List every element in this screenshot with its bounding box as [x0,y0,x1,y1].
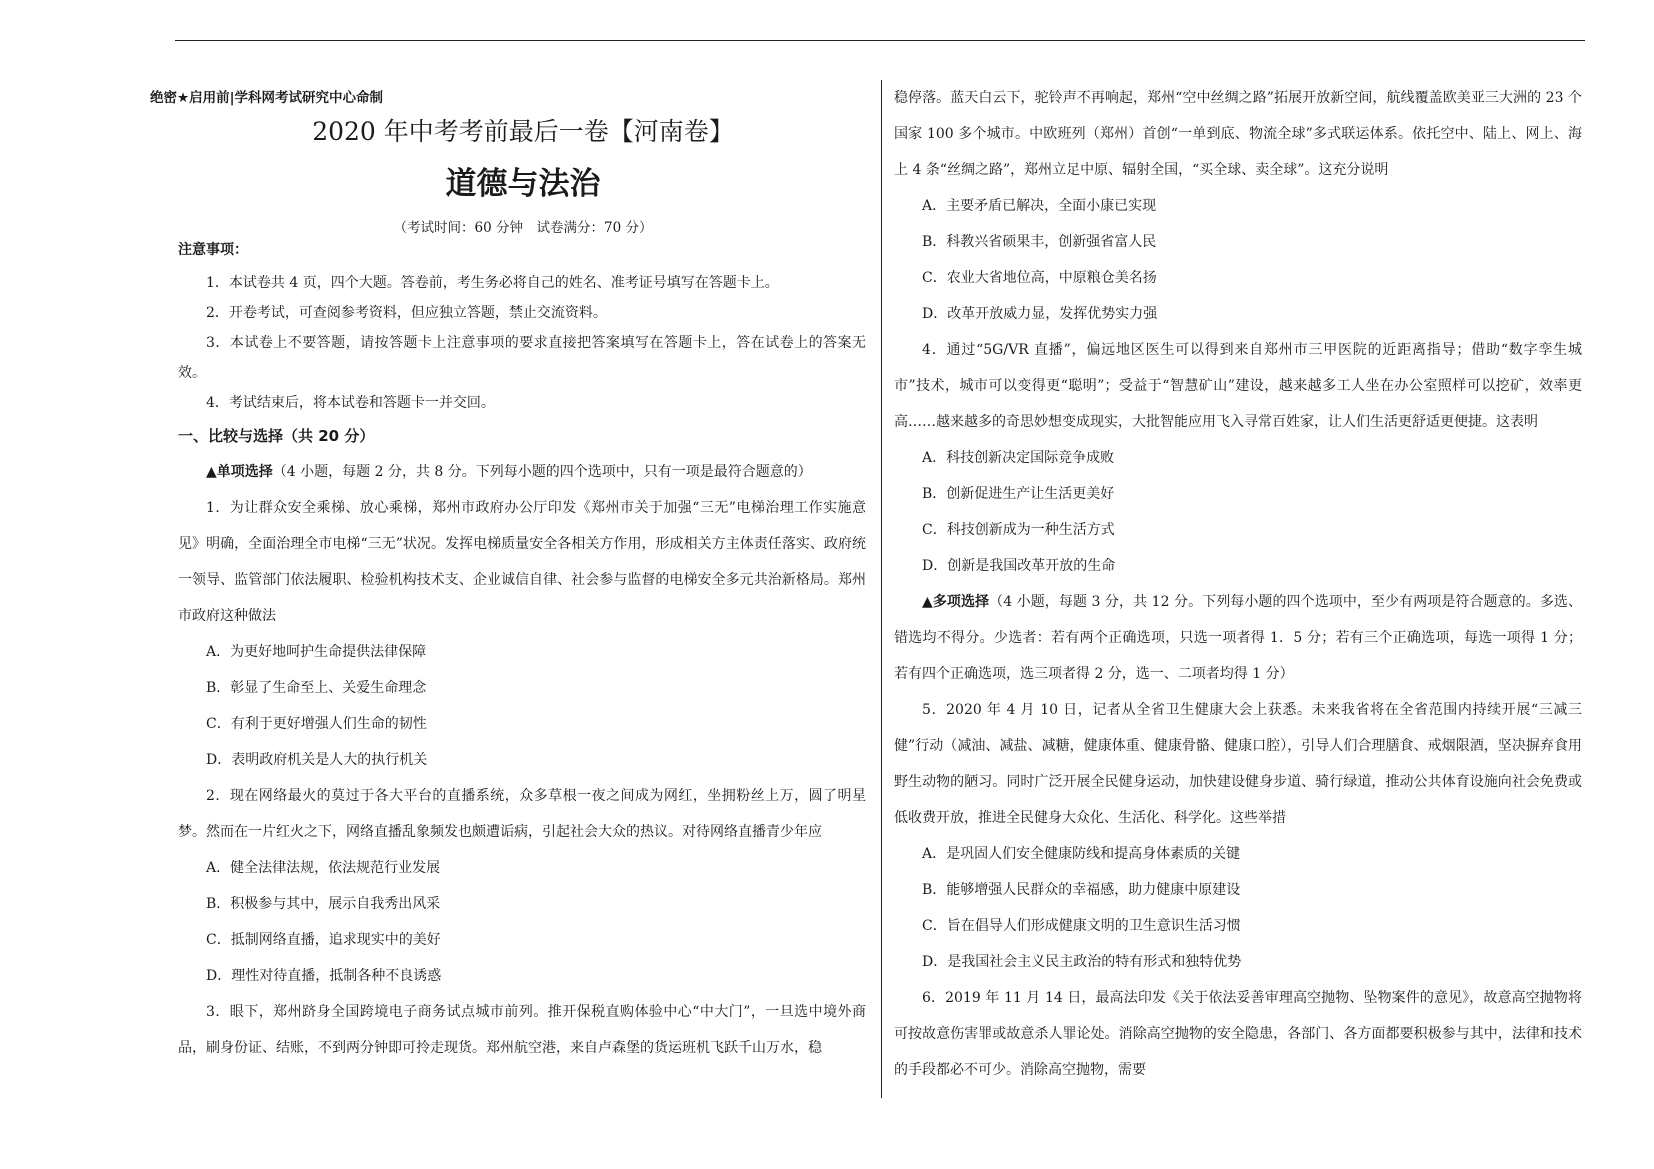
question-2-stem: 2．现在网络最火的莫过于各大平台的直播系统，众多草根一夜之间成为网红，坐拥粉丝上万，圆了明星梦。然而在一片红火之下，网络直播乱象频发也颇遭诟病，引起社会大众的热议。对待网络直播青少年应 [178,788,866,840]
question-5-option-a: A．是巩固人们安全健康防线和提高身体素质的关键 [922,846,1241,862]
question-5-option-d: D．是我国社会主义民主政治的特有形式和独特优势 [922,954,1242,970]
question-4-option-a: A．科技创新决定国际竞争成败 [922,450,1115,466]
single-choice-instructions [178,454,866,490]
section1-heading: 一、比较与选择（共 20 分） [178,427,375,445]
question-3-option-d: D．改革开放威力显，发挥优势实力强 [922,306,1158,322]
question-1-option-d: D．表明政府机关是人大的执行机关 [206,752,428,768]
notice-item-3: 3．本试卷上不要答题，请按答题卡上注意事项的要求直接把答案填写在答题卡上，答在试卷上的答案无效。 [178,335,866,381]
question-1-option-a: A．为更好地呵护生命提供法律保障 [206,644,427,660]
column-divider [881,80,882,1098]
question-1-option-b: B．彰显了生命至上、关爱生命理念 [206,680,427,696]
question-4-option-d: D．创新是我国改革开放的生命 [922,558,1116,574]
multi-choice-label: ▲多项选择 [922,594,990,610]
question-2-option-b: B．积极参与其中，展示自我秀出风采 [206,896,441,912]
question-2-option-c: C．抵制网络直播，追求现实中的美好 [206,932,441,948]
question-6-stem: 6．2019 年 11 月 14 日，最高法印发《关于依法妥善审理高空抛物、坠物案件的意见》，故意高空抛物将可按故意伤害罪或故意杀人罪论处。消除高空抛物的安全隐患，各部门、各方面都要积极参与其中，法律和技术的手段都必不可少。消除高空抛物，需要 [894,990,1582,1078]
question-5-option-c: C．旨在倡导人们形成健康文明的卫生意识生活习惯 [922,918,1241,934]
exam-title: 2020 年中考考前最后一卷【河南卷】 [312,117,734,146]
exam-info: （考试时间：60 分钟 试卷满分：70 分） [393,220,653,236]
question-3-option-c: C．农业大省地位高，中原粮仓美名扬 [922,270,1157,286]
confidential-label: 绝密★启用前|学科网考试研究中心命制 [150,90,384,106]
question-5-stem: 5．2020 年 4 月 10 日，记者从全省卫生健康大会上获悉。未来我省将在全省范围内持续开展“三减三健”行动（减油、减盐、减糖，健康体重、健康骨骼、健康口腔），引导人们合理膳食、戒烟限酒，坚决摒弃食用野生动物的陋习。同时广泛开展全民健身运动，加快建设健身步道、骑行绿道，推动公共体育设施向社会免费或低收费开放，推进全民健身大众化、生活化、科学化。这些举措 [894,702,1582,826]
notice-heading: 注意事项： [178,242,248,258]
top-rule [175,40,1585,41]
right-column [894,80,1582,1088]
notice-item-2: 2．开卷考试，可查阅参考资料，但应独立答题，禁止交流资料。 [206,305,607,321]
question-4-option-b: B．创新促进生产让生活更美好 [922,486,1115,502]
question-3-stem-part2: 稳停落。蓝天白云下，驼铃声不再响起，郑州“空中丝绸之路”拓展开放新空间，航线覆盖欧美亚三大洲的 23 个国家 100 多个城市。中欧班列（郑州）首创“一单到底、物流全球”多式联运体系。依托空中、陆上、网上、海上 4 条“丝绸之路”，郑州立足中原、辐射全国，“买全球、卖全球”。这充分说明 [894,90,1582,178]
subject-title: 道德与法治 [445,166,601,202]
question-2-option-d: D．理性对待直播，抵制各种不良诱惑 [206,968,442,984]
question-5-option-b: B．能够增强人民群众的幸福感，助力健康中原建设 [922,882,1241,898]
question-4-option-c: C．科技创新成为一种生活方式 [922,522,1115,538]
question-3-option-a: A．主要矛盾已解决，全面小康已实现 [922,198,1157,214]
single-choice-desc: （4 小题，每题 2 分，共 8 分。下列每小题的四个选项中，只有一项是最符合题意的） [272,464,812,480]
question-1-stem: 1．为让群众安全乘梯、放心乘梯，郑州市政府办公厅印发《郑州市关于加强“三无”电梯治理工作实施意见》明确，全面治理全市电梯“三无”状况。发挥电梯质量安全各相关方作用，形成相关方主体责任落实、政府统一领导、监管部门依法履职、检验机构技术支、企业诚信自律、社会参与监督的电梯安全多元共治新格局。郑州市政府这种做法 [178,500,866,624]
multi-choice-desc: （4 小题，每题 3 分，共 12 分。下列每小题的四个选项中，至少有两项是符合题意的。多选、错选均不得分。少选者：若有两个正确选项，只选一项者得 1．5 分；若有三个正确选项，每选一项得 1 分；若有四个正确选项，选三项者得 2 分，选一、二项者均得 1 分） [894,594,1582,682]
single-choice-label: ▲单项选择 [206,464,273,480]
question-2-option-a: A．健全法律法规，依法规范行业发展 [206,860,441,876]
question-1-option-c: C．有利于更好增强人们生命的韧性 [206,716,427,732]
notice-item-4: 4．考试结束后，将本试卷和答题卡一并交回。 [206,395,495,411]
question-3-option-b: B．科教兴省硕果丰，创新强省富人民 [922,234,1157,250]
question-4-stem: 4．通过“5G/VR 直播”，偏远地区医生可以得到来自郑州市三甲医院的近距离指导；借助“数字孪生城市”技术，城市可以变得更“聪明”；受益于“智慧矿山”建设，越来越多工人坐在办公室照样可以挖矿，效率更高……越来越多的奇思妙想变成现实，大批智能应用飞入寻常百姓家，让人们生活更舒适更便捷。这表明 [894,342,1582,430]
left-column [178,232,866,1066]
notice-item-1: 1．本试卷共 4 页，四个大题。答卷前，考生务必将自己的姓名、准考证号填写在答题卡上。 [206,275,779,291]
multi-choice-instructions [894,584,1582,692]
question-3-stem-part1: 3．眼下，郑州跻身全国跨境电子商务试点城市前列。推开保税直购体验中心“中大门”，一旦选中境外商品，刷身份证、结账，不到两分钟即可拎走现货。郑州航空港，来自卢森堡的货运班机飞跃千山万水，稳 [178,1004,866,1056]
